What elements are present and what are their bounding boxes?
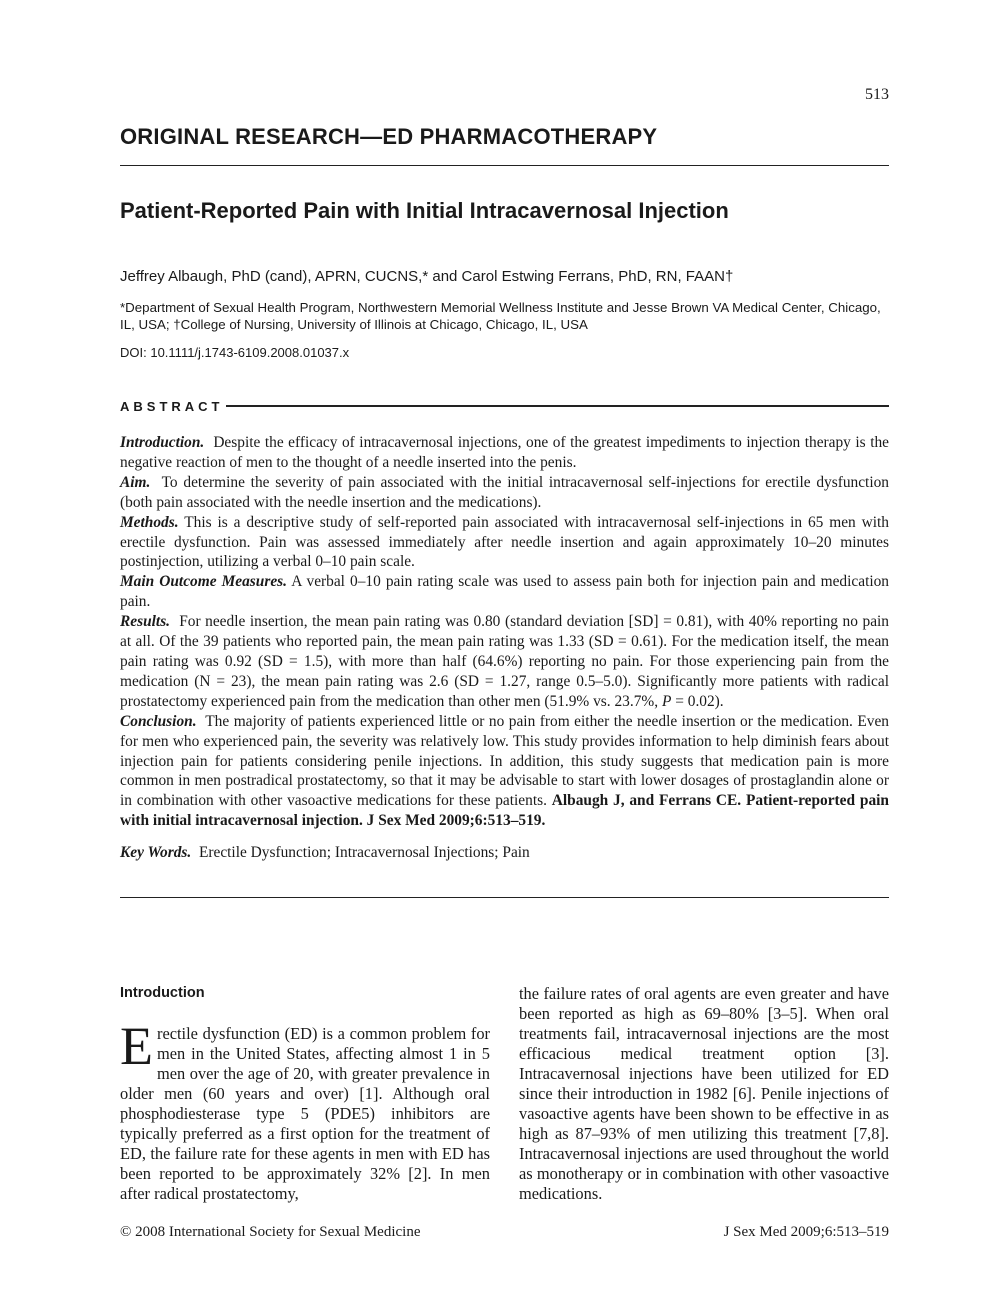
footer-citation: J Sex Med 2009;6:513–519 bbox=[723, 1224, 889, 1240]
abstract-aim-text: To determine the severity of pain associated with the initial intracavernosal self-injections for erectile dysfunction (both pain associated with the needle insertion and the medications). bbox=[120, 473, 889, 511]
abstract-introduction-lead: Introduction. bbox=[120, 434, 205, 451]
doi[interactable]: DOI: 10.1111/j.1743-6109.2008.01037.x bbox=[120, 345, 350, 360]
keywords-lead: Key Words. bbox=[120, 844, 192, 861]
abstract-results bbox=[120, 612, 889, 712]
heading-rule bbox=[120, 165, 889, 166]
abstract-conclusion bbox=[120, 712, 889, 831]
page-number: 513 bbox=[865, 86, 889, 103]
abstract-results-p-value: = 0.02). bbox=[675, 692, 724, 710]
intro-left-text: rectile dysfunction (ED) is a common problem for men in the United States, affecting almost 1 in 5 men over the age of 20, with greater prevalence in older men (60 years and over) [1]. Although oral phosphodiesterase type 5 (PDE5) inhibitors are typically preferred as a first option for the treatment of ED, the failure rate for these agents in men with ED has been reported to be approximately 32% [2]. In men after radical prostatectomy, bbox=[120, 1024, 490, 1203]
abstract-aim-lead: Aim. bbox=[120, 473, 151, 491]
drop-cap: E bbox=[120, 1016, 153, 1076]
affiliations: *Department of Sexual Health Program, Northwestern Memorial Wellness Institute and Jesse Brown VA Medical Center, Chicago, IL, USA; †College of Nursing, University of Illinois at Chicago, Chicago, IL, USA bbox=[120, 300, 881, 332]
abstract-conclusion-text: The majority of patients experienced little or no pain from either the needle insertion or the medication. Even for men who experienced pain, the severity was relatively low. This study provides information to help diminish fears about injection pain for patients considering penile injections. In addition, this study suggests that medication pain is more common in men postradical prostatectomy, so that it may be advisable to start with lower dosages of prostaglandin alone or in combination with other vasoactive medications for these patients. bbox=[120, 712, 889, 810]
abstract-introduction-text: Despite the efficacy of intracavernosal injections, one of the greatest impediments to injection therapy is the negative reaction of men to the thought of a needle inserted into the penis. bbox=[120, 434, 889, 471]
abstract-main-outcome bbox=[120, 572, 889, 612]
abstract-results-text: For needle insertion, the mean pain rating was 0.80 (standard deviation [SD] = 0.81), with 40% reporting no pain at all. Of the 39 patients who reported pain, the mean pain rating was 1.33 (SD = 0.61). For the medication itself, the mean pain rating was 0.92 (SD = 1.5), with more than half (64.6%) reporting no pain. For those experiencing pain from the medication (N = 23), the mean pain rating was 2.6 (SD = 1.27, range 0.5–5.0). Significantly more patients with radical prostatectomy experienced pain from the medication than other men (51.9% vs. 23.7%, bbox=[120, 613, 889, 710]
abstract-body bbox=[120, 433, 889, 831]
keywords bbox=[120, 843, 889, 863]
footer-copyright: © 2008 International Society for Sexual Medicine bbox=[120, 1224, 421, 1240]
body-column-right bbox=[519, 984, 889, 1204]
abstract-methods-text: This is a descriptive study of self-reported pain associated with intracavernosal self-injections in 65 men with erectile dysfunction. Pain was assessed immediately after needle insertion and again approximately 10–20 minutes postinjection, utilizing a verbal 0–10 pain scale. bbox=[120, 513, 889, 571]
abstract-results-p-label: P bbox=[661, 692, 672, 710]
abstract-main-outcome-lead: Main Outcome Measures. bbox=[120, 573, 287, 591]
authors: Jeffrey Albaugh, PhD (cand), APRN, CUCNS,* and Carol Estwing Ferrans, PhD, RN, FAAN† bbox=[120, 268, 734, 285]
abstract-aim bbox=[120, 473, 889, 513]
body-column-left bbox=[120, 1016, 490, 1204]
abstract-introduction bbox=[120, 433, 889, 473]
abstract-rule bbox=[226, 405, 890, 407]
introduction-heading: Introduction bbox=[120, 985, 205, 1001]
keywords-text: Erectile Dysfunction; Intracavernosal Injections; Pain bbox=[198, 844, 530, 861]
abstract-methods bbox=[120, 513, 889, 573]
section-heading: ORIGINAL RESEARCH—ED PHARMACOTHERAPY bbox=[120, 124, 658, 149]
abstract-methods-lead: Methods. bbox=[120, 513, 179, 531]
article-title: Patient-Reported Pain with Initial Intracavernosal Injection bbox=[120, 198, 729, 223]
abstract-main-outcome-text: A verbal 0–10 pain rating scale was used to assess pain both for injection pain and medication pain. bbox=[120, 573, 890, 611]
abstract-label: ABSTRACT bbox=[120, 398, 224, 414]
abstract-conclusion-lead: Conclusion. bbox=[120, 712, 197, 730]
intro-right-text: the failure rates of oral agents are even greater and have been reported as high as 69–80% [3–5]. When oral treatments fail, intracavernosal injections are the most efficacious medical treatment option [3]. Intracavernosal injections have been utilized for ED since their introduction in 1982 [6]. Penile injections of vasoactive agents have been shown to be effective in as high as 87–93% of men utilizing this treatment [7,8]. Intracavernosal injections are used throughout the world as monotherapy or in combination with other vasoactive medications. bbox=[519, 984, 889, 1203]
abstract-results-lead: Results. bbox=[120, 613, 171, 631]
abstract-bottom-rule bbox=[120, 897, 889, 898]
abstract-citation: Albaugh J, and Ferrans CE. Patient-reported pain with initial intracavernosal injection. J Sex Med 2009;6:513–519. bbox=[120, 792, 889, 830]
abstract-header bbox=[120, 398, 889, 414]
